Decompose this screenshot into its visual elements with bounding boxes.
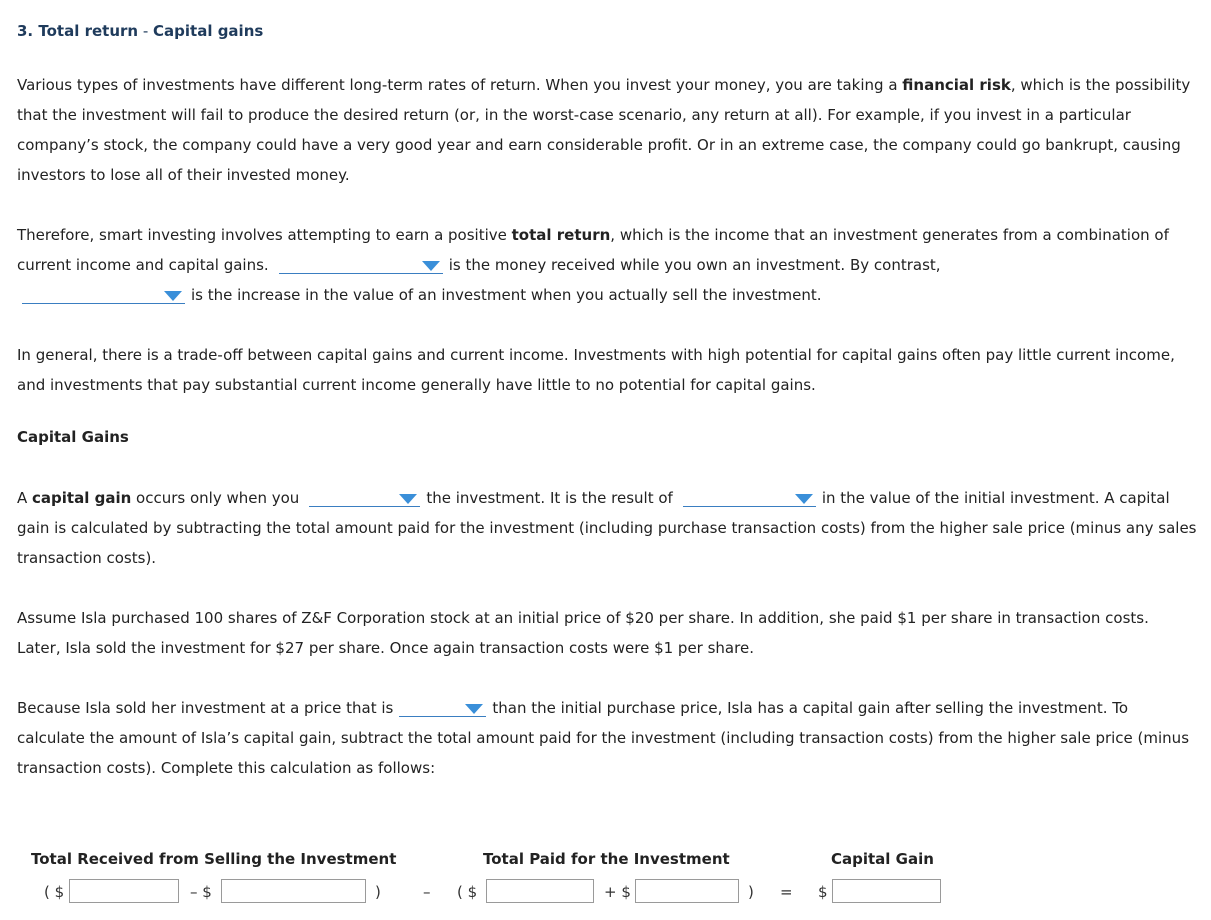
capital-gain-calculation xyxy=(17,850,1197,910)
section-title-capital-gains: Capital Gains xyxy=(17,428,129,446)
open-paren-dollar-1: ( $ xyxy=(44,883,65,901)
title-sub: Capital gains xyxy=(153,22,264,40)
paragraph-trade-off xyxy=(17,340,1197,400)
chevron-down-icon xyxy=(164,291,182,301)
sales-transaction-costs-input[interactable] xyxy=(221,879,366,903)
term-financial-risk: financial risk xyxy=(902,76,1011,94)
p2-text-3: is the money received while you own an investment. By contrast, xyxy=(448,256,941,274)
p4-text-1: occurs only when you xyxy=(131,489,300,507)
title-main: Total return xyxy=(38,22,139,40)
chevron-down-icon xyxy=(795,494,813,504)
purchase-transaction-costs-input[interactable] xyxy=(635,879,739,903)
sale-proceeds-input[interactable] xyxy=(69,879,179,903)
header-total-paid: Total Paid for the Investment xyxy=(483,850,730,868)
dropdown-capital-gains-term[interactable] xyxy=(22,287,185,304)
title-separator: - xyxy=(138,22,154,40)
p4-text-2: the investment. It is the result of xyxy=(426,489,673,507)
equals-sign: = xyxy=(780,883,793,901)
p4-text-3: in the value of the initial investment. A capital gain is calculated by subtracting the total amount paid for the investment (including purchase transaction costs) from the higher sale price (minus any sales transaction costs). xyxy=(17,489,1197,567)
p1-text-1: Various types of investments have different long-term rates of return. When you invest your money, you are taking a xyxy=(17,76,903,94)
paragraph-isla-sale xyxy=(17,693,1197,783)
paragraph-financial-risk xyxy=(17,70,1197,190)
term-total-return: total return xyxy=(511,226,611,244)
header-total-received: Total Received from Selling the Investment xyxy=(31,850,397,868)
p2-text-4: is the increase in the value of an investment when you actually sell the investment. xyxy=(191,286,822,304)
p1-text-2: , which is the possibility that the investment will fail to produce the desired return (or, in the worst-case scenario, any return at all). For example, if you invest in a particular company’s stock, the company could have a very good year and earn considerable profit. Or in an extreme case, the company could go bankrupt, causing investors to lose all of their invested money. xyxy=(17,76,1191,184)
purchase-price-input[interactable] xyxy=(486,879,594,903)
dollar-sign: $ xyxy=(818,883,828,901)
p4-text-0: A xyxy=(17,489,33,507)
p5-text-1: Assume Isla purchased 100 shares of Z&F Corporation stock at an initial price of $20 per share. In addition, she paid $1 per share in transaction costs. Later, Isla sold the investment for $27 per share. Once again transaction costs were $1 per share. xyxy=(17,609,1149,657)
minus-sign: – xyxy=(423,883,431,901)
dropdown-price-comparison[interactable] xyxy=(399,700,486,717)
p2-text-2: , which is the income that an investment generates from a combination of current income and capital gains. xyxy=(17,226,1169,274)
chevron-down-icon xyxy=(399,494,417,504)
p6-text-1: Because Isla sold her investment at a price that is xyxy=(17,699,394,717)
p3-text-1: In general, there is a trade-off between capital gains and current income. Investments with high potential for capital gains often pay little current income, and investments that pay substantial current income generally have little to no potential for capital gains. xyxy=(17,346,1175,394)
chevron-down-icon xyxy=(465,704,483,714)
dropdown-current-income-term[interactable] xyxy=(279,257,443,274)
close-paren-2: ) xyxy=(748,883,754,901)
open-paren-dollar-2: ( $ xyxy=(457,883,478,901)
title-number: 3. xyxy=(17,22,34,40)
dropdown-result-of[interactable] xyxy=(683,490,816,507)
dropdown-when-you-sell[interactable] xyxy=(309,490,420,507)
page-title xyxy=(17,22,263,40)
capital-gain-input[interactable] xyxy=(832,879,941,903)
close-paren-1: ) xyxy=(375,883,381,901)
paragraph-isla-purchase xyxy=(17,603,1197,663)
paragraph-total-return xyxy=(17,220,1197,310)
paragraph-capital-gain xyxy=(17,483,1197,573)
header-capital-gain: Capital Gain xyxy=(831,850,934,868)
chevron-down-icon xyxy=(422,261,440,271)
p6-text-2: than the initial purchase price, Isla has a capital gain after selling the investment. To calculate the amount of Isla’s capital gain, subtract the total amount paid for the investment (including transaction costs) from the higher sale price (minus transaction costs). Complete this calculation as follows: xyxy=(17,699,1190,777)
plus-dollar: + $ xyxy=(604,883,631,901)
p2-text-1: Therefore, smart investing involves attempting to earn a positive xyxy=(17,226,512,244)
minus-dollar-1: – $ xyxy=(190,883,212,901)
term-capital-gain: capital gain xyxy=(32,489,132,507)
